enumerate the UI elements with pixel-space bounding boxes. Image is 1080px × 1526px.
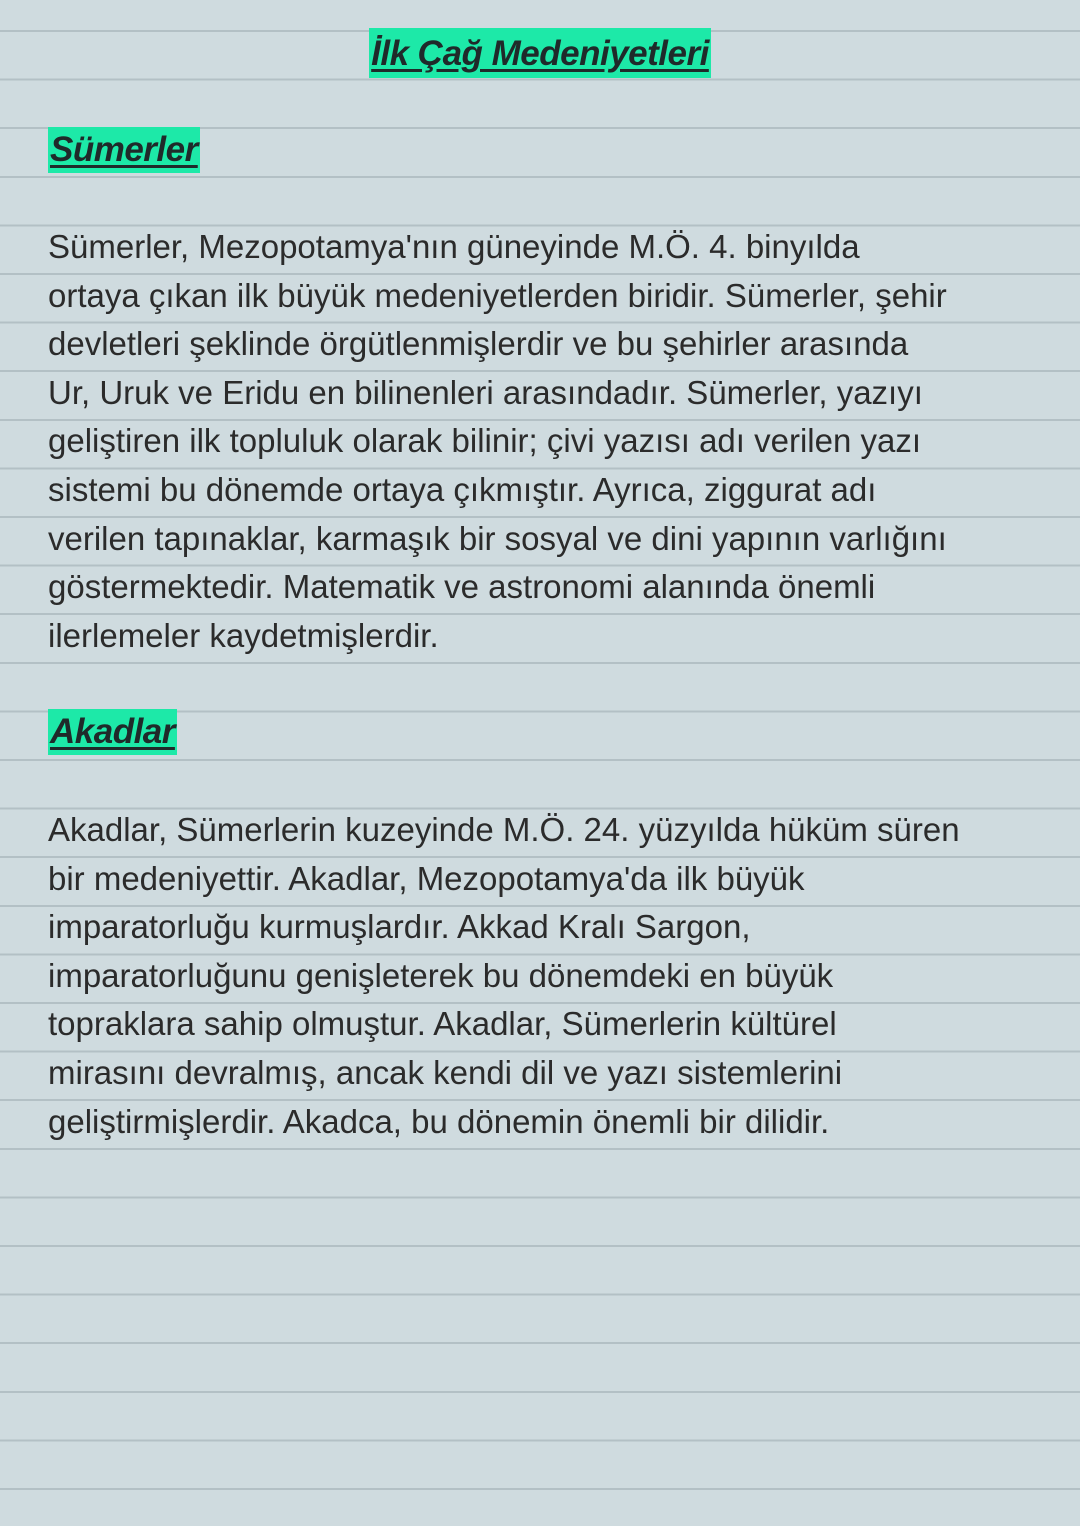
paragraph-line: imparatorluğunu genişleterek bu dönemdeki en büyük bbox=[48, 956, 834, 994]
paragraph-line: ortaya çıkan ilk büyük medeniyetlerden biridir. Sümerler, şehir bbox=[48, 276, 947, 314]
paragraph-line: mirasını devralmış, ancak kendi dil ve yazı sistemlerini bbox=[48, 1053, 843, 1091]
paragraph-line: göstermektedir. Matematik ve astronomi alanında önemli bbox=[48, 568, 876, 606]
paragraph-line: topraklara sahip olmuştur. Akadlar, Sümerlerin kültürel bbox=[48, 1005, 837, 1043]
paragraph-line: geliştiren ilk topluluk olarak bilinir; çivi yazısı adı verilen yazı bbox=[48, 422, 922, 460]
paragraph-line: Akadlar, Sümerlerin kuzeyinde M.Ö. 24. yüzyılda hüküm süren bbox=[48, 811, 960, 848]
paragraph-line: sistemi bu dönemde ortaya çıkmıştır. Ayrıca, ziggurat adı bbox=[48, 470, 877, 508]
paragraph-line: geliştirmişlerdir. Akadca, bu dönemin önemli bir dilidir. bbox=[48, 1102, 830, 1140]
title-container bbox=[0, 28, 1080, 78]
section-paragraph-akadlar bbox=[48, 806, 1048, 1146]
paragraph-line: verilen tapınaklar, karmaşık bir sosyal ve dini yapının varlığını bbox=[48, 519, 947, 557]
paragraph-line: ilerlemeler kaydetmişlerdir. bbox=[48, 616, 439, 654]
section-heading-akadlar: Akadlar bbox=[48, 709, 177, 755]
paragraph-line: Ur, Uruk ve Eridu en bilinenleri arasındadır. Sümerler, yazıyı bbox=[48, 373, 923, 411]
section-heading-sumerler: Sümerler bbox=[48, 127, 200, 173]
paragraph-line: bir medeniyettir. Akadlar, Mezopotamya'da ilk büyük bbox=[48, 859, 805, 897]
page-title: İlk Çağ Medeniyetleri bbox=[369, 28, 711, 78]
section-paragraph-sumerler bbox=[48, 223, 1048, 660]
paragraph-line: devletleri şeklinde örgütlenmişlerdir ve bu şehirler arasında bbox=[48, 325, 909, 363]
paragraph-line: Sümerler, Mezopotamya'nın güneyinde M.Ö. 4. binyılda bbox=[48, 228, 860, 265]
paragraph-line: imparatorluğu kurmuşlardır. Akkad Kralı Sargon, bbox=[48, 908, 751, 946]
